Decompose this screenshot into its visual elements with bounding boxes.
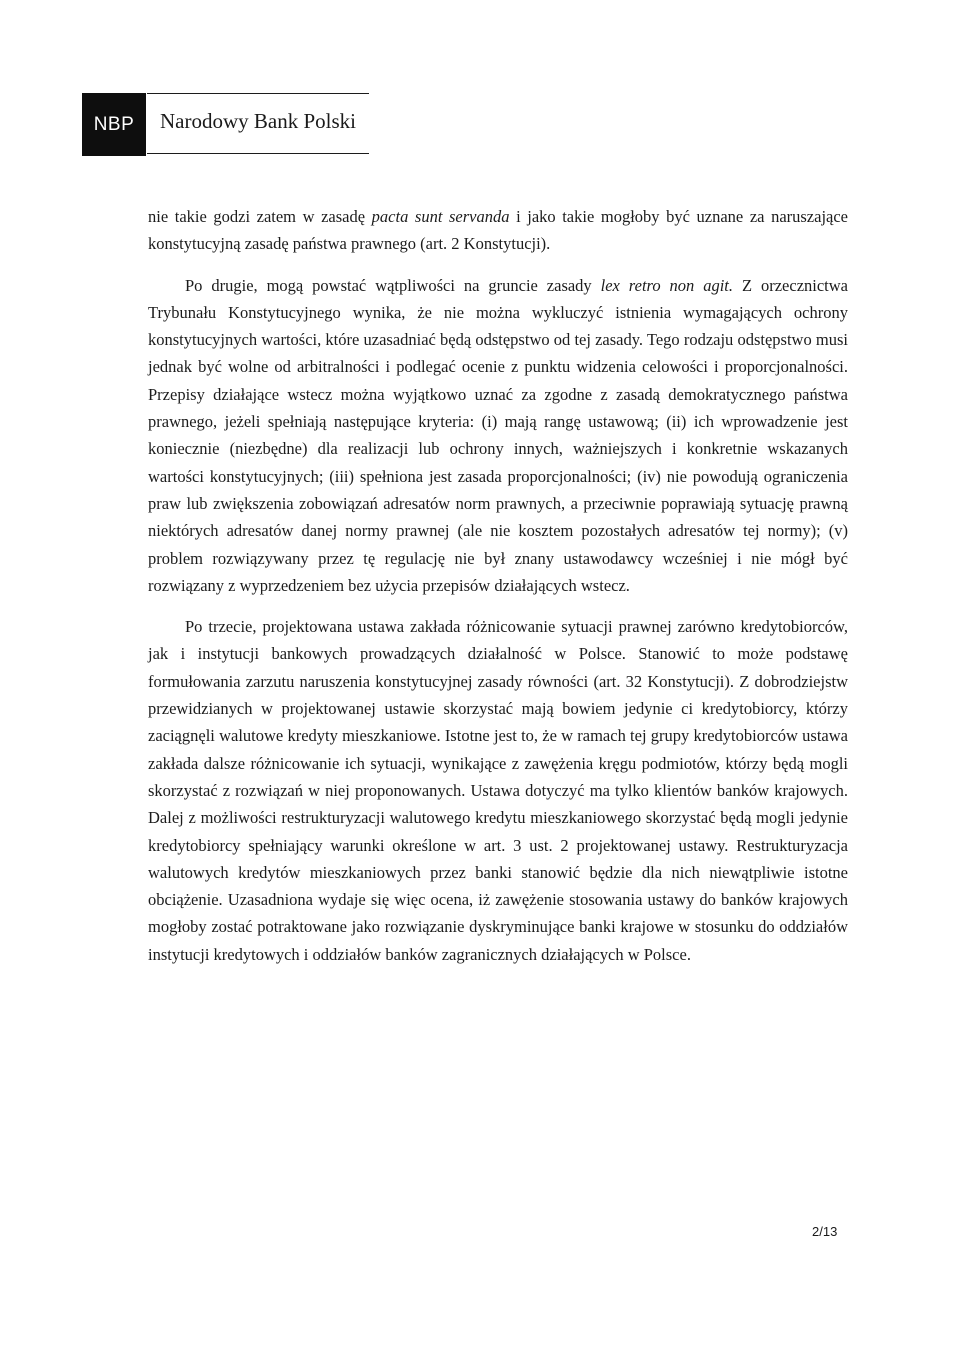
paragraph-text: Z orzecznictwa Trybunału Konstytucyjnego wynika, że nie można wykluczyć istnienia wymagających ochrony konstytucyjnych wartości, które uzasadniać będą odstępstwo od tej zasady. Tego rodzaju odstępstwo musi jednak być wolne od arbitralności i podlegać ocenie z punktu widzenia celowości i proporcjonalności. Przepisy działające wstecz można wyjątkowo uznać za zgodne z zasadą demokratycznego państwa prawnego, jeżeli spełniają następujące kryteria: (i) mają rangę ustawową; (ii) ich wprowadzenie jest koniecznie (niezbędne) dla realizacji lub ochrony innych, ważniejszych i konkretnie wskazanych wartości konstytucyjnych; (iii) spełniona jest zasada proporcjonalności; (iv) nie powodują ograniczenia praw lub zwiększenia zobowiązań adresatów norm prawnych, a przeciwnie poprawiają sytuację prawną niektórych adresatów danej normy prawnej (ale nie kosztem pozostałych adresatów tej normy); (v) problem rozwiązywany przez tę regulację nie był znany ustawodawcy wcześniej i nie mógł być rozwiązany z wyprzedzeniem bez użycia przepisów działających wstecz. xyxy=(148,275,848,595)
paragraph-third-point xyxy=(148,613,848,968)
paragraph-text: i jako takie mogłoby być uznane za naruszające konstytucyjną zasadę państwa prawnego (art. 2 Konstytucji). xyxy=(148,207,849,254)
bank-name: Narodowy Bank Polski xyxy=(160,109,356,133)
latin-term: lex retro non agit. xyxy=(600,275,734,295)
paragraph-second-point xyxy=(148,272,848,600)
latin-term: pacta sunt servanda xyxy=(371,207,510,226)
page-number: 2/13 xyxy=(812,1224,838,1239)
logo-text: NBP xyxy=(93,113,135,135)
paragraph-continuation xyxy=(148,203,848,258)
nbp-logo xyxy=(82,93,146,156)
document-body xyxy=(148,203,848,968)
header-rule-top xyxy=(147,93,369,94)
paragraph-text: Po trzecie, projektowana ustawa zakłada różnicowanie sytuacji prawnej zarówno kredytobiorców, jak i instytucji bankowych prowadzących działalność w Polsce. Stanowić to może podstawę formułowania zarzutu naruszenia konstytucyjnej zasady równości (art. 32 Konstytucji). Z dobrodziejstw przewidzianych w projektowanej ustawie skorzystać mają bowiem jedynie ci kredytobiorcy, którzy zaciągnęli walutowe kredyty mieszkaniowe. Istotne jest to, że w ramach tej grupy kredytobiorców ustawa zakłada dalsze różnicowanie ich sytuacji, wynikające z zawężenia kręgu podmiotów, którzy będą mogli skorzystać z rozwiązań w niej proponowanych. Ustawa dotyczyć ma tylko klientów banków krajowych. Dalej z możliwości restrukturyzacji walutowego kredytu mieszkaniowego skorzystać będą mogli jedynie kredytobiorcy spełniający warunki określone w art. 3 ust. 2 projektowanej ustawy. Restrukturyzacja walutowych kredytów mieszkaniowych przez banki stanowić będzie dla nich niewątpliwie istotne obciążenie. Uzasadniona wydaje się więc ocena, iż zawężenie stosowania ustawy do banków krajowych mogłoby zostać potraktowane jako rozwiązanie dyskryminujące banki krajowe w stosunku do oddziałów instytucji kredytowych i oddziałów banków zagranicznych działających w Polsce. xyxy=(148,617,848,964)
paragraph-text: Po drugie, mogą powstać wątpliwości na gruncie zasady xyxy=(185,275,601,295)
paragraph-text: nie takie godzi zatem w zasadę xyxy=(148,207,372,226)
header-rule-bottom xyxy=(147,153,369,154)
